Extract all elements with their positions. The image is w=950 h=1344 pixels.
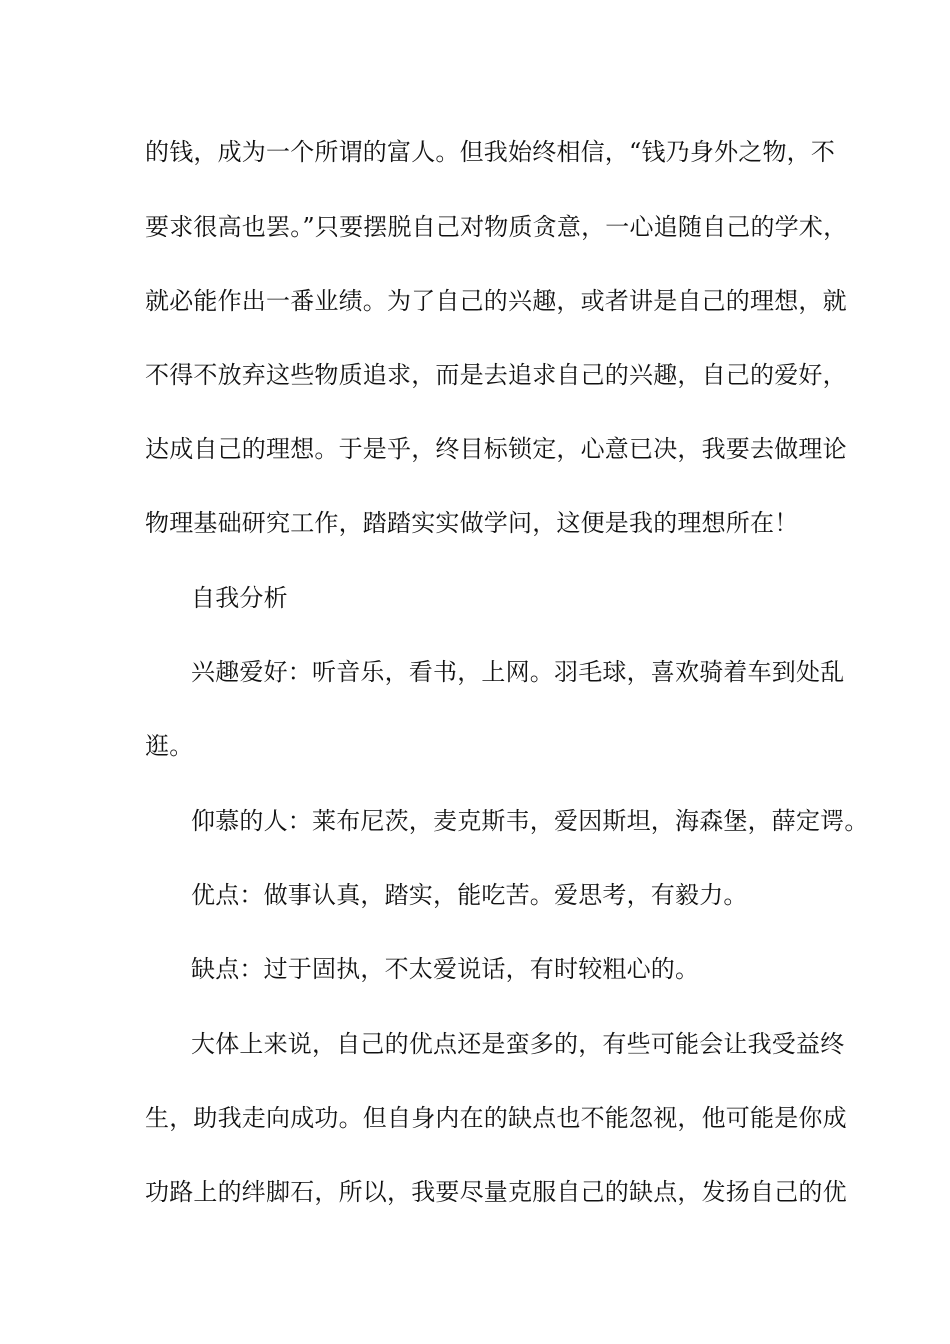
paragraph-line: 仰慕的人：莱布尼茨，麦克斯韦，爱因斯坦，海森堡，薛定谔。	[191, 807, 869, 835]
paragraph-line: 兴趣爱好：听音乐，看书，上网。羽毛球，喜欢骑着车到处乱	[191, 658, 845, 686]
paragraph-line: 大体上来说，自己的优点还是蛮多的，有些可能会让我受益终	[191, 1030, 845, 1058]
paragraph-line: 的钱，成为一个所谓的富人。但我始终相信，“钱乃身外之物，不	[145, 138, 836, 166]
paragraph-line: 生，助我走向成功。但自身内在的缺点也不能忽视，他可能是你成	[145, 1104, 847, 1132]
paragraph-line: 达成自己的理想。于是乎，终目标锁定，心意已决，我要去做理论	[145, 435, 847, 463]
paragraph-line: 不得不放弃这些物质追求，而是去追求自己的兴趣，自己的爱好，	[145, 361, 847, 389]
paragraph-line: 就必能作出一番业绩。为了自己的兴趣，或者讲是自己的理想，就	[145, 287, 847, 315]
paragraph-line: 缺点：过于固执，不太爱说话，有时较粗心的。	[191, 955, 700, 983]
paragraph-line: 要求很高也罢。”只要摆脱自己对物质贪意，一心追随自己的学术，	[145, 213, 848, 241]
paragraph-line: 功路上的绊脚石，所以，我要尽量克服自己的缺点，发扬自己的优	[145, 1178, 847, 1206]
paragraph-line: 优点：做事认真，踏实，能吃苦。爱思考，有毅力。	[191, 881, 748, 909]
paragraph-line: 逛。	[145, 732, 194, 760]
paragraph-line: 物理基础研究工作，踏踏实实做学问，这便是我的理想所在！	[145, 509, 799, 537]
section-heading: 自我分析	[191, 584, 288, 612]
